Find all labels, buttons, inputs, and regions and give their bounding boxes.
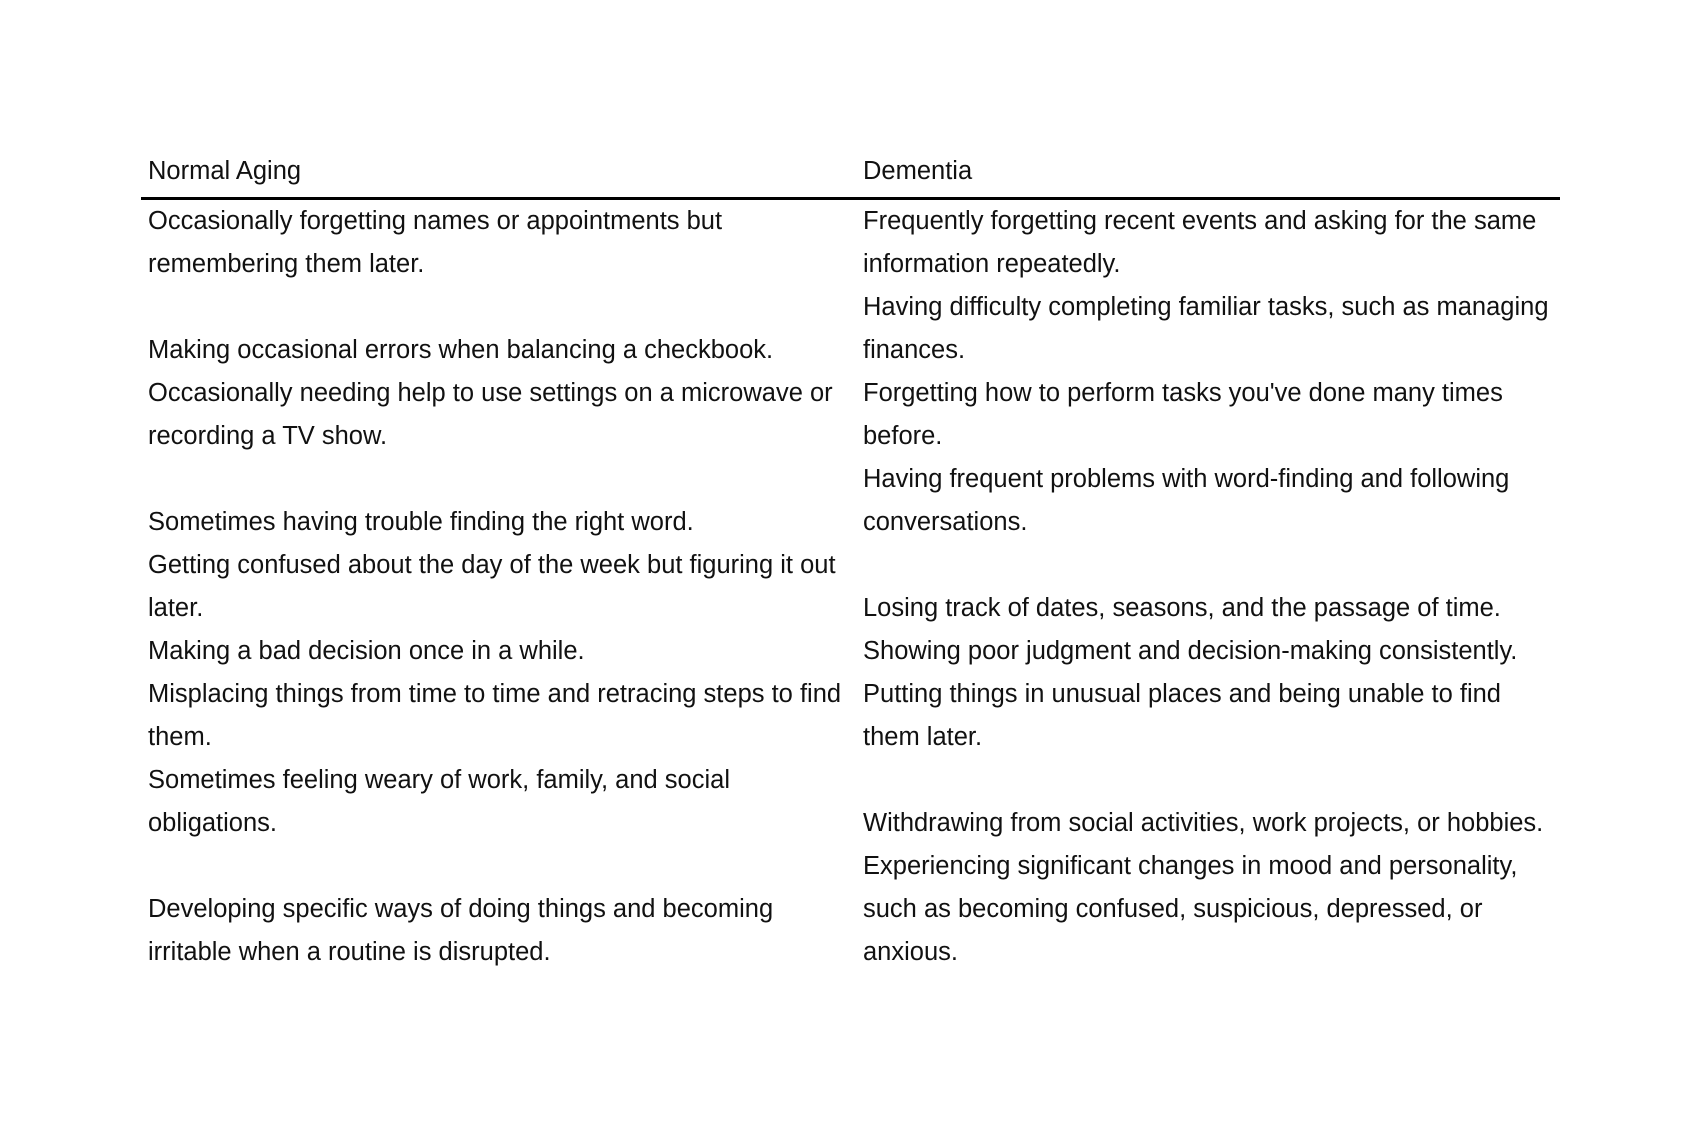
- cell-normal-aging: Getting confused about the day of the week but figuring it out later.: [148, 551, 836, 622]
- table-row: [141, 673, 1560, 759]
- cell-dementia: Losing track of dates, seasons, and the passage of time.: [863, 594, 1501, 622]
- cell-dementia: Forgetting how to perform tasks you've done many times before.: [863, 379, 1503, 450]
- cell-normal-aging: Developing specific ways of doing things and becoming irritable when a routine is disrupted.: [148, 895, 774, 966]
- cell-normal-aging: Sometimes feeling weary of work, family, and social obligations.: [148, 766, 731, 837]
- table-row: [141, 286, 1560, 372]
- table-row: [141, 630, 1560, 673]
- header-normal-aging: Normal Aging: [141, 150, 856, 199]
- cell-dementia: Having difficulty completing familiar tasks, such as managing finances.: [863, 293, 1549, 364]
- table-row: [141, 845, 1560, 974]
- cell-normal-aging: Making occasional errors when balancing a checkbook.: [148, 336, 774, 364]
- cell-dementia: Experiencing significant changes in mood and personality, such as becoming confused, suspicious, depressed, or anxious.: [863, 852, 1518, 966]
- cell-normal-aging: Misplacing things from time to time and retracing steps to find them.: [148, 680, 842, 751]
- cell-normal-aging: Making a bad decision once in a while.: [148, 637, 585, 665]
- comparison-table: [141, 150, 1560, 974]
- cell-dementia: Having frequent problems with word-finding and following conversations.: [863, 465, 1510, 536]
- table-row: [141, 458, 1560, 544]
- cell-dementia: Withdrawing from social activities, work projects, or hobbies.: [863, 809, 1544, 837]
- header-row: [141, 150, 1560, 199]
- table-row: [141, 372, 1560, 458]
- cell-normal-aging: Sometimes having trouble finding the right word.: [148, 508, 694, 536]
- table-row: [141, 544, 1560, 630]
- cell-dementia: Frequently forgetting recent events and asking for the same information repeatedly.: [863, 207, 1537, 278]
- cell-dementia: Putting things in unusual places and being unable to find them later.: [863, 680, 1501, 751]
- header-dementia: Dementia: [856, 150, 1560, 199]
- cell-normal-aging: Occasionally forgetting names or appointments but remembering them later.: [148, 207, 723, 278]
- cell-normal-aging: Occasionally needing help to use settings on a microwave or recording a TV show.: [148, 379, 833, 450]
- table-row: [141, 759, 1560, 845]
- cell-dementia: Showing poor judgment and decision-making consistently.: [863, 637, 1518, 665]
- document-page: [141, 150, 1560, 974]
- table-row: [141, 199, 1560, 287]
